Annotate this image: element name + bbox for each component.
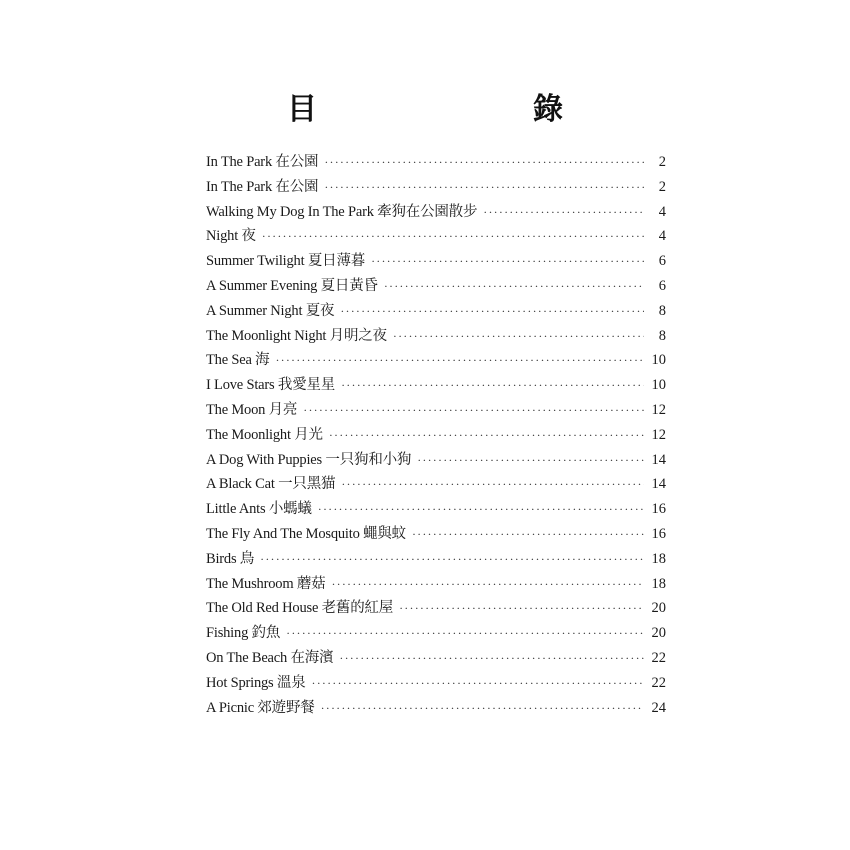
dot-leader [339,646,644,671]
toc-entry-title: Little Ants 小螞蟻 [206,501,312,518]
toc-entry [206,200,666,225]
dot-leader [341,373,644,398]
toc-entry-title: Walking My Dog In The Park 牽狗在公園散步 [206,203,478,220]
toc-entry [206,423,666,448]
dot-leader [384,274,644,299]
toc-entry [206,696,666,721]
dot-leader [312,671,644,696]
dot-leader [341,472,644,497]
toc-entry-page-number: 8 [658,327,666,344]
toc-entry-page-number: 18 [651,575,666,592]
dot-leader [260,547,644,572]
toc-entry-page-number: 14 [651,451,666,468]
toc-entry [206,596,666,621]
dot-leader [321,696,644,721]
toc-entry-title: The Moonlight 月光 [206,426,323,443]
toc-entry-page-number: 6 [658,253,666,270]
dot-leader [324,175,644,200]
toc-entry [206,150,666,175]
toc-entry-title: In The Park 在公園 [206,154,319,170]
toc-entry-title: The Moonlight Night 月明之夜 [206,327,387,344]
toc-entry [206,249,666,274]
dot-leader [318,497,644,522]
toc-entry [206,224,666,249]
toc-entry-page-number: 10 [651,377,666,394]
dot-leader [483,200,644,225]
toc-entry [206,175,666,200]
toc-entry-title: Night 夜 [206,228,256,245]
toc-entry-page-number: 18 [651,550,666,567]
toc-entry-title: A Summer Night 夏夜 [206,302,335,319]
toc-entry-title: The Mushroom 蘑菇 [206,575,326,592]
toc-entry [206,572,666,597]
dot-leader [329,423,644,448]
toc-entry-title: I Love Stars 我愛星星 [206,377,336,394]
toc-entry-page-number: 20 [651,625,666,642]
toc-entry [206,299,666,324]
dot-leader [262,224,644,249]
dot-leader [324,150,644,175]
toc-entry-title: Birds 鳥 [206,550,255,567]
toc-entry-title: A Picnic 郊遊野餐 [206,699,315,716]
toc-entry-title: On The Beach 在海濱 [206,649,334,666]
toc-entry [206,646,666,671]
toc-entry-page-number: 16 [651,525,666,542]
toc-entry-page-number: 4 [658,228,666,245]
toc-entry [206,671,666,696]
toc-entry-page-number: 2 [658,178,666,195]
toc-entry-page-number: 4 [658,203,666,220]
toc-entry-page-number: 22 [651,649,666,666]
dot-leader [331,572,644,597]
toc-entry-page-number: 16 [651,501,666,518]
toc-entry [206,373,666,398]
dot-leader [399,596,644,621]
toc-entry-page-number: 12 [651,426,666,443]
toc-entry-title: Fishing 釣魚 [206,625,281,642]
page-title: 目 錄 [287,92,615,127]
dot-leader [303,398,644,423]
toc-entry-page-number: 10 [651,352,666,369]
toc-entry-page-number: 22 [651,674,666,691]
toc-entry-page-number: 14 [651,476,666,493]
dot-leader [275,348,644,373]
toc-entry-page-number: 24 [651,699,666,716]
toc-entry [206,497,666,522]
toc-entry-title: The Old Red House 老舊的紅屋 [206,600,394,617]
table-of-contents [206,150,666,720]
toc-entry [206,547,666,572]
dot-leader [340,299,644,324]
toc-entry [206,398,666,423]
toc-entry-title: A Summer Evening 夏日黃昏 [206,277,378,294]
toc-entry [206,472,666,497]
toc-entry [206,274,666,299]
dot-leader [393,324,644,349]
toc-entry-page-number: 8 [658,302,666,319]
toc-entry-title: A Black Cat 一只黑猫 [206,476,336,493]
toc-entry-title: The Fly And The Mosquito 蠅與蚊 [206,525,406,542]
toc-entry [206,621,666,646]
toc-entry-title: In The Park 在公園 [206,178,319,195]
toc-entry-page-number: 6 [658,277,666,294]
toc-entry-title: Summer Twilight 夏日薄暮 [206,253,366,270]
toc-entry [206,348,666,373]
dot-leader [412,522,644,547]
toc-entry-title: A Dog With Puppies 一只狗和小狗 [206,451,412,468]
dot-leader [371,249,644,274]
toc-entry-page-number: 20 [651,600,666,617]
dot-leader [417,448,644,473]
toc-entry-title: The Moon 月亮 [206,401,298,418]
toc-entry [206,522,666,547]
toc-entry [206,324,666,349]
toc-entry-page-number: 2 [658,154,666,170]
toc-entry-page-number: 12 [651,401,666,418]
dot-leader [286,621,644,646]
toc-entry-title: Hot Springs 溫泉 [206,674,306,691]
toc-entry-title: The Sea 海 [206,352,270,369]
toc-entry [206,448,666,473]
